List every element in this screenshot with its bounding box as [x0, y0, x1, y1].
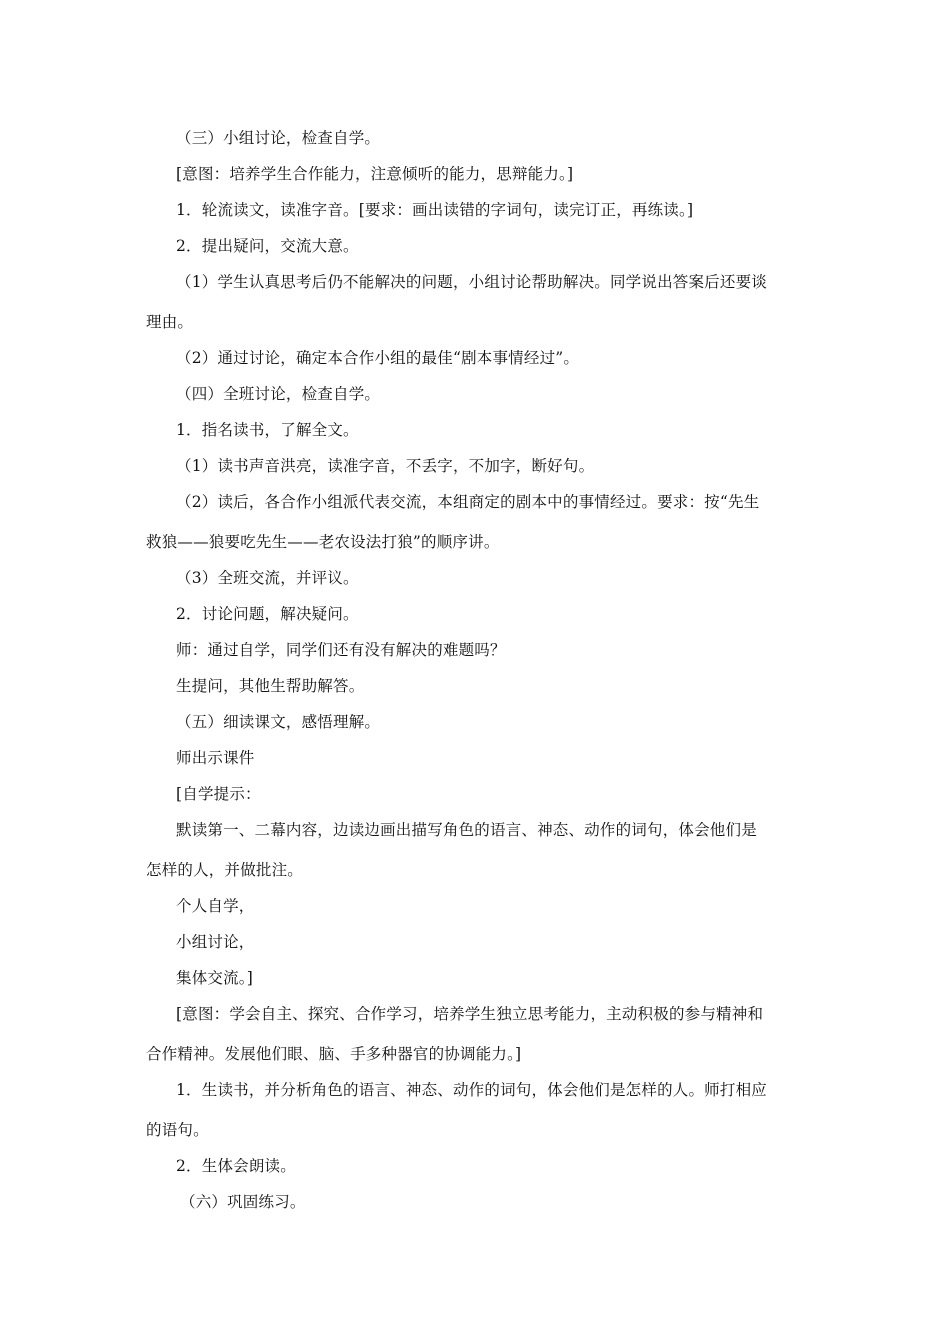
paragraph-line: 个人自学，	[176, 897, 255, 915]
paragraph-line: 2．生体会朗读。	[176, 1157, 296, 1175]
teacher-line: 师：通过自学，同学们还有没有解决的难题吗？	[176, 641, 506, 659]
paragraph-line: 的语句。	[146, 1121, 209, 1139]
paragraph-line: （2）读后，各合作小组派代表交流，本组商定的剧本中的事情经过。要求：按“先生	[176, 493, 760, 511]
paragraph-line: （3）全班交流，并评议。	[176, 569, 359, 587]
paragraph-line: 1．生读书，并分析角色的语言、神态、动作的词句，体会他们是怎样的人。师打相应	[176, 1081, 767, 1099]
paragraph-line: 救狼——狼要吃先生——老农设法打狼”的顺序讲。	[146, 533, 500, 551]
paragraph-line: （2）通过讨论，确定本合作小组的最佳“剧本事情经过”。	[176, 349, 580, 367]
step-ask-questions: 2．提出疑问，交流大意。	[176, 237, 359, 255]
paragraph-line: 集体交流。]	[176, 969, 253, 987]
step-read-book: 1．指名读书，了解全文。	[176, 421, 359, 439]
section-heading-6: （六）巩固练习。	[180, 1193, 306, 1211]
intent-note: [意图：学会自主、探究、合作学习，培养学生独立思考能力，主动积极的参与精神和	[176, 1005, 764, 1023]
section-heading-4: （四）全班讨论，检查自学。	[176, 385, 381, 403]
section-heading-3: （三）小组讨论，检查自学。	[176, 129, 381, 147]
prompt-start: [自学提示：	[176, 785, 261, 803]
step-discuss: 2．讨论问题，解决疑问。	[176, 605, 359, 623]
paragraph-line: 师出示课件	[176, 749, 255, 767]
paragraph-line: 小组讨论，	[176, 933, 255, 951]
paragraph-line: （1）学生认真思考后仍不能解决的问题，小组讨论帮助解决。同学说出答案后还要谈	[176, 273, 767, 291]
intent-note: [意图：培养学生合作能力，注意倾听的能力，思辩能力。]	[176, 165, 574, 183]
step-read-aloud: 1．轮流读文，读准字音。[要求：画出读错的字词句，读完订正，再练读。]	[176, 201, 694, 219]
paragraph-line: 合作精神。发展他们眼、脑、手多种器官的协调能力。]	[146, 1045, 522, 1063]
paragraph-line: 怎样的人，并做批注。	[146, 861, 304, 879]
student-line: 生提问，其他生帮助解答。	[176, 677, 365, 695]
paragraph-line: 默读第一、二幕内容，边读边画出描写角色的语言、神态、动作的词句，体会他们是	[176, 821, 757, 839]
paragraph-line: （1）读书声音洪亮，读准字音，不丢字，不加字，断好句。	[176, 457, 595, 475]
section-heading-5: （五）细读课文，感悟理解。	[176, 713, 381, 731]
paragraph-line: 理由。	[146, 313, 194, 331]
